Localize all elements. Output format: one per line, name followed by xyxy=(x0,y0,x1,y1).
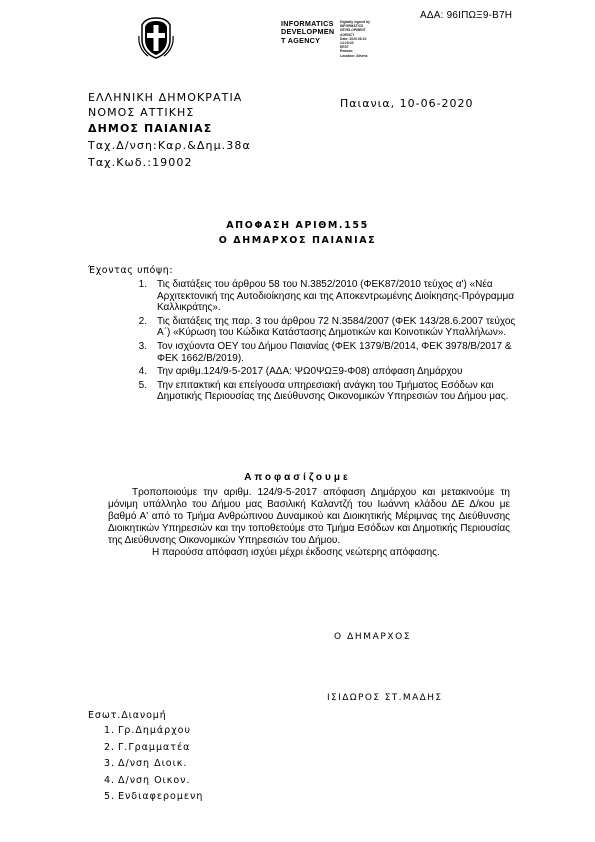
stamp-line: Date: 2020.06.10 14:18:03 xyxy=(340,36,367,46)
validity-paragraph: Η παρούσα απόφαση ισχύει μέχρι έκδοσης νεώτερης απόφασης. xyxy=(152,547,440,558)
item-number: 3. xyxy=(138,340,147,352)
logo-line: DEVELOPMEN xyxy=(281,27,335,37)
list-item xyxy=(104,723,203,740)
document-date: Παιανια, 10-06-2020 xyxy=(340,97,474,110)
list-item xyxy=(125,279,525,314)
signature-logo xyxy=(281,19,370,58)
list-item xyxy=(104,789,203,806)
list-item xyxy=(125,341,525,364)
list-item xyxy=(104,740,203,757)
stamp-line: Reason: xyxy=(340,49,354,54)
stamp-line: Location: Athens xyxy=(340,53,368,58)
list-item xyxy=(125,316,525,339)
mayor-label: Ο ΔΗΜΑΡΧΟΣ xyxy=(334,632,412,642)
item-text: Τις διατάξεις του άρθρου 58 του Ν.3852/2010 (ΦΕΚ87/2010 τεύχος α') «Νέα Αρχιτεκτονική της Αυτοδιοίκησης και της Αποκεντρωμένης Διοίκησης-Πρόγραμμα Καλλικράτης». xyxy=(157,279,515,314)
distribution-title: Εσωτ.Διανομή xyxy=(88,710,167,721)
decision-heading: Αποφασίζουμε xyxy=(244,472,351,483)
signer-name: ΙΣΙΔΩΡΟΣ ΣΤ.ΜΑΔΗΣ xyxy=(327,693,443,703)
item-text: Δ/νση Οικον. xyxy=(118,774,191,786)
item-text: Την επιτακτική και επείγουσα υπηρεσιακή ανάγκη του Τμήματος Εσόδων και Δημοτικής Περιουσίας της Διεύθυνσης Οικονομικών Υπηρεσιών του Δήμου μας. xyxy=(157,379,509,403)
decision-issuer: Ο ΔΗΜΑΡΧΟΣ ΠΑΙΑΝΙΑΣ xyxy=(218,235,377,246)
ada-code: ΑΔΑ: 96ΙΠΩΞ9-Β7Η xyxy=(420,10,513,21)
item-number: 4. xyxy=(138,366,147,378)
item-number: 5. xyxy=(104,791,116,802)
header-republic: ΕΛΛΗΝΙΚΗ ΔΗΜΟΚΡΑΤΙΑ xyxy=(88,91,243,104)
item-number: 1. xyxy=(104,725,116,736)
list-item xyxy=(125,366,525,378)
stamp-line: Digitally signed by xyxy=(340,20,370,24)
considerations-intro: Έχοντας υπόψη: xyxy=(88,265,174,276)
item-text: Γ.Γραμματέα xyxy=(118,741,191,753)
item-number: 2. xyxy=(104,741,116,753)
decision-body xyxy=(108,487,510,559)
item-text: Γρ.Δημάρχου xyxy=(118,725,191,736)
logo-line: T AGENCY xyxy=(281,35,321,45)
distribution-list xyxy=(104,723,203,806)
greek-emblem-icon xyxy=(136,16,176,60)
signature-stamp xyxy=(340,20,380,58)
header-prefecture: ΝΟΜΟΣ ΑΤΤΙΚΗΣ xyxy=(88,106,195,119)
decision-paragraph: Τροποποιούμε την αριθμ. 124/9-5-2017 απόφαση Δημάρχου και μετακινούμε τη μόνιμη υπάλληλο του Δήμου μας Βασιλική Καλαντζή του Ιωάννη κλάδου ΔΕ Δ/κου με βαθμό Α' από το Τμήμα Ανθρώπινου Δυναμικού και Διοικητικής Μέριμνας της Διεύθυνσης Διοικητικών Υπηρεσιών και την τοποθετούμε στο Τμήμα Εσόδων και Δημοτικής Περιουσίας της Διεύθυνσης Οικονομικών Υπηρεσιών του Δήμου. xyxy=(108,487,510,546)
item-text: Τις διατάξεις της παρ. 3 του άρθρου 72 Ν.3584/2007 (ΦΕΚ 143/28.6.2007 τεύχος Α΄) «Κύρωση του Κώδικα Κατάστασης Δημοτικών και Κοινοτικών Υπαλλήλων». xyxy=(157,315,516,339)
item-text: Τον ισχύοντα ΟΕΥ του Δήμου Παιανίας (ΦΕΚ 1379/Β/2014, ΦΕΚ 3978/Β/2017 & ΦΕΚ 1662/Β/2019). xyxy=(157,340,512,364)
item-number: 2. xyxy=(138,315,147,327)
header-address: Ταχ.Δ/νση:Καρ.&Δημ.38α xyxy=(88,139,251,152)
decision-number: ΑΠΟΦΑΣΗ ΑΡΙΘΜ.155 xyxy=(226,220,369,231)
header-municipality: ΔΗΜΟΣ ΠΑΙΑΝΙΑΣ xyxy=(88,122,213,135)
list-item xyxy=(104,773,203,790)
item-text: Δ/νση Διοικ. xyxy=(118,758,188,769)
list-item xyxy=(125,380,525,403)
stamp-line: EEST xyxy=(340,45,349,50)
item-text: Την αριθμ.124/9-5-2017 (ΑΔΑ: ΨΩ0ΨΩΞ9-Φ08) απόφαση Δημάρχου xyxy=(157,366,463,378)
item-number: 4. xyxy=(104,774,116,786)
logo-line: INFORMATICS xyxy=(281,19,334,28)
considerations-list xyxy=(125,279,525,405)
stamp-line: DEVELOPMENT AGENCY xyxy=(340,28,366,37)
list-item xyxy=(104,756,203,773)
stamp-line: INFORMATICS xyxy=(340,24,364,29)
item-number: 3. xyxy=(104,758,116,769)
item-number: 5. xyxy=(138,379,147,391)
item-number: 1. xyxy=(138,279,147,290)
header-postcode: Ταχ.Κωδ.:19002 xyxy=(88,156,193,169)
item-text: Ενδιαφερομενη xyxy=(118,791,204,802)
